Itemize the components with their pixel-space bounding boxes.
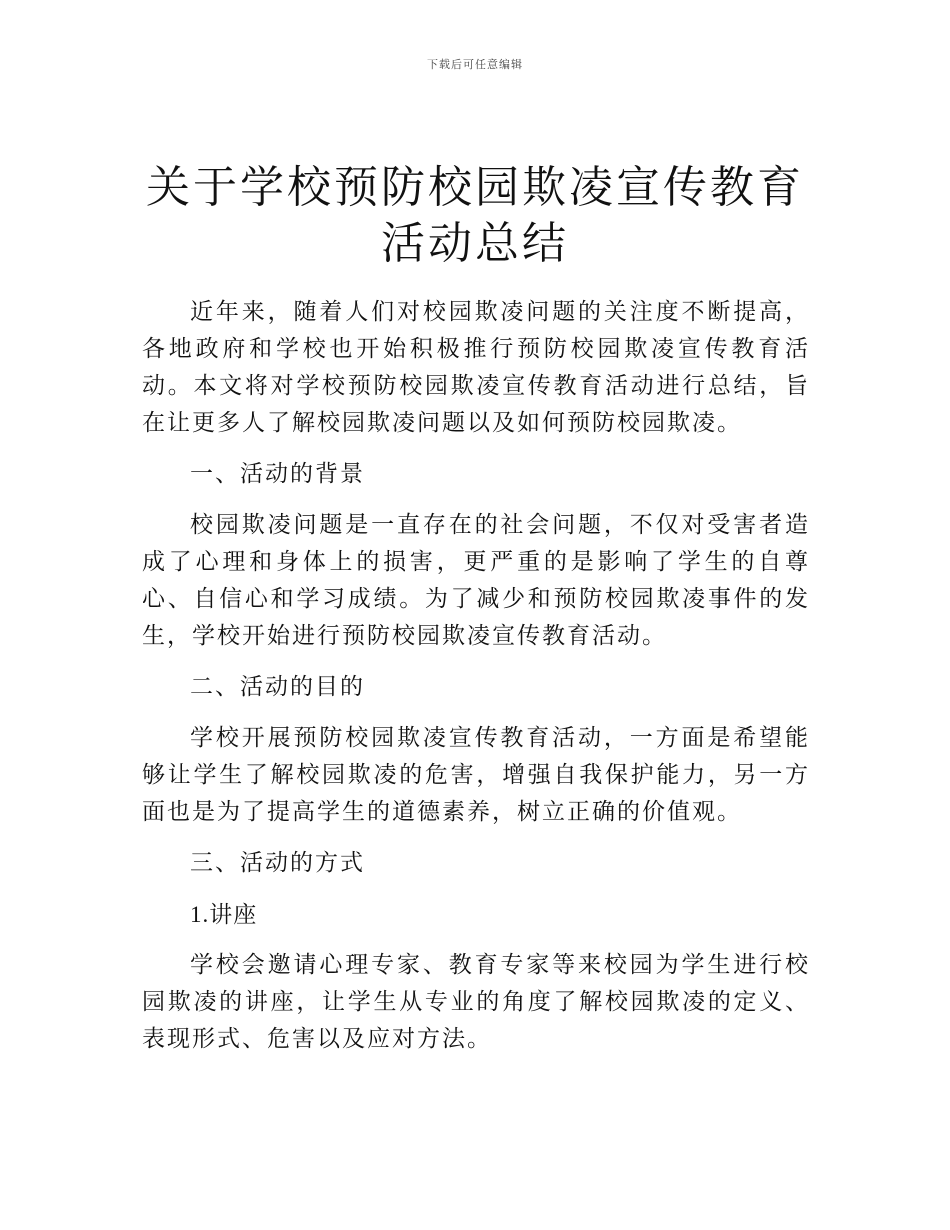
- section-body-purpose: 学校开展预防校园欺凌宣传教育活动，一方面是希望能够让学生了解校园欺凌的危害，增强自我保护能力，另一方面也是为了提高学生的道德素养，树立正确的价值观。: [142, 725, 810, 825]
- header-note: 下载后可任意编辑: [427, 58, 523, 71]
- section-body-lecture: 学校会邀请心理专家、教育专家等来校园为学生进行校园欺凌的讲座，让学生从专业的角度了解校园欺凌的定义、表现形式、危害以及应对方法。: [142, 952, 810, 1052]
- section-heading-methods: 三、活动的方式: [190, 850, 365, 876]
- section-heading-background: 一、活动的背景: [190, 461, 365, 487]
- document-body: [142, 294, 810, 1072]
- document-title: 关于学校预防校园欺凌宣传教育活动总结: [146, 162, 804, 269]
- section-body-background: 校园欺凌问题是一直存在的社会问题，不仅对受害者造成了心理和身体上的损害，更严重的是影响了学生的自尊心、自信心和学习成绩。为了减少和预防校园欺凌事件的发生，学校开始进行预防校园欺凌宣传教育活动。: [142, 512, 810, 649]
- intro-paragraph: 近年来，随着人们对校园欺凌问题的关注度不断提高，各地政府和学校也开始积极推行预防校园欺凌宣传教育活动。本文将对学校预防校园欺凌宣传教育活动进行总结，旨在让更多人了解校园欺凌问题以及如何预防校园欺凌。: [142, 299, 810, 436]
- subsection-heading-lecture: 1.讲座: [190, 902, 258, 927]
- section-heading-purpose: 二、活动的目的: [190, 674, 365, 700]
